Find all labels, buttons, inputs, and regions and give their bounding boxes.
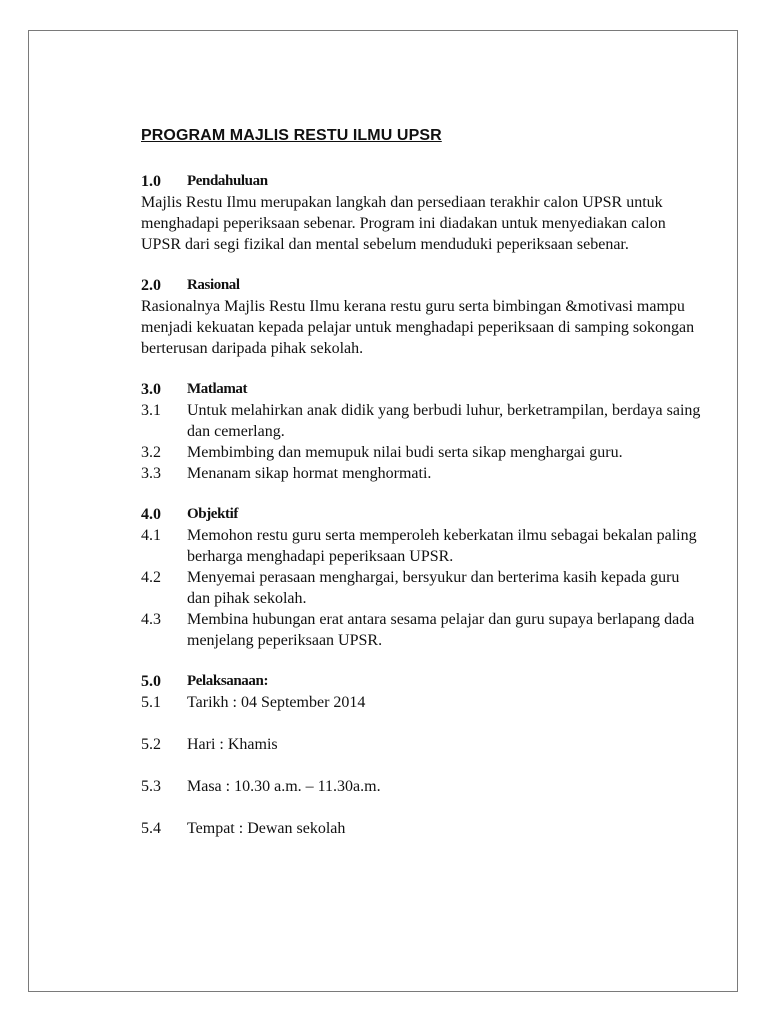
section-number: 5.0 <box>141 673 161 690</box>
section-heading <box>141 171 701 192</box>
item-text: Masa : 10.30 a.m. – 11.30a.m. <box>187 778 381 795</box>
section-rasional <box>141 275 701 359</box>
document-body <box>141 125 701 859</box>
section-heading <box>141 379 701 400</box>
list-item <box>141 463 701 484</box>
section-number: 2.0 <box>141 277 161 294</box>
section-matlamat <box>141 379 701 484</box>
item-number: 3.1 <box>141 402 161 419</box>
section-pelaksanaan <box>141 671 701 839</box>
item-number: 4.1 <box>141 527 161 544</box>
list-item <box>141 567 701 609</box>
list-item <box>141 400 701 442</box>
list-item <box>141 818 701 839</box>
document-page <box>28 30 738 992</box>
section-title: Objektif <box>187 506 238 522</box>
list-item <box>141 734 701 755</box>
section-pendahuluan <box>141 171 701 255</box>
section-title: Pendahuluan <box>187 173 268 189</box>
item-text: Tempat : Dewan sekolah <box>187 820 346 837</box>
item-number: 5.1 <box>141 694 161 711</box>
item-text: Membimbing dan memupuk nilai budi serta sikap menghargai guru. <box>187 444 623 461</box>
section-heading <box>141 671 701 692</box>
section-heading <box>141 275 701 296</box>
section-number: 3.0 <box>141 381 161 398</box>
item-number: 5.2 <box>141 736 161 753</box>
item-text: Untuk melahirkan anak didik yang berbudi luhur, berketrampilan, berdaya saing dan cemerlang. <box>187 402 701 440</box>
list-item <box>141 776 701 797</box>
section-title: Pelaksanaan: <box>187 673 269 689</box>
item-text: Tarikh : 04 September 2014 <box>187 694 366 711</box>
item-text: Membina hubungan erat antara sesama pelajar dan guru supaya berlapang dada menjelang peperiksaan UPSR. <box>187 611 695 649</box>
item-text: Memohon restu guru serta memperoleh keberkatan ilmu sebagai bekalan paling berharga menghadapi peperiksaan UPSR. <box>187 527 697 565</box>
item-number: 5.3 <box>141 778 161 795</box>
item-number: 3.2 <box>141 444 161 461</box>
document-title: PROGRAM MAJLIS RESTU ILMU UPSR <box>141 127 442 144</box>
item-text: Menyemai perasaan menghargai, bersyukur dan berterima kasih kepada guru dan pihak sekolah. <box>187 569 680 607</box>
item-text: Menanam sikap hormat menghormati. <box>187 465 432 482</box>
list-item <box>141 442 701 463</box>
list-item <box>141 692 701 713</box>
item-number: 4.2 <box>141 569 161 586</box>
section-number: 4.0 <box>141 506 161 523</box>
section-number: 1.0 <box>141 173 161 190</box>
section-paragraph: Rasionalnya Majlis Restu Ilmu kerana restu guru serta bimbingan &motivasi mampu menjadi kekuatan kepada pelajar untuk menghadapi peperiksaan di samping sokongan berterusan daripada pihak sekolah. <box>141 298 695 357</box>
item-number: 4.3 <box>141 611 161 628</box>
item-number: 5.4 <box>141 820 161 837</box>
section-paragraph: Majlis Restu Ilmu merupakan langkah dan persediaan terakhir calon UPSR untuk menghadapi peperiksaan sebenar. Program ini diadakan untuk menyediakan calon UPSR dari segi fizikal dan mental sebelum menduduki peperiksaan sebenar. <box>141 194 666 253</box>
section-title: Matlamat <box>187 381 248 397</box>
item-number: 3.3 <box>141 465 161 482</box>
section-heading <box>141 504 701 525</box>
section-objektif <box>141 504 701 651</box>
section-title: Rasional <box>187 277 240 293</box>
item-text: Hari : Khamis <box>187 736 278 753</box>
list-item <box>141 609 701 651</box>
list-item <box>141 525 701 567</box>
